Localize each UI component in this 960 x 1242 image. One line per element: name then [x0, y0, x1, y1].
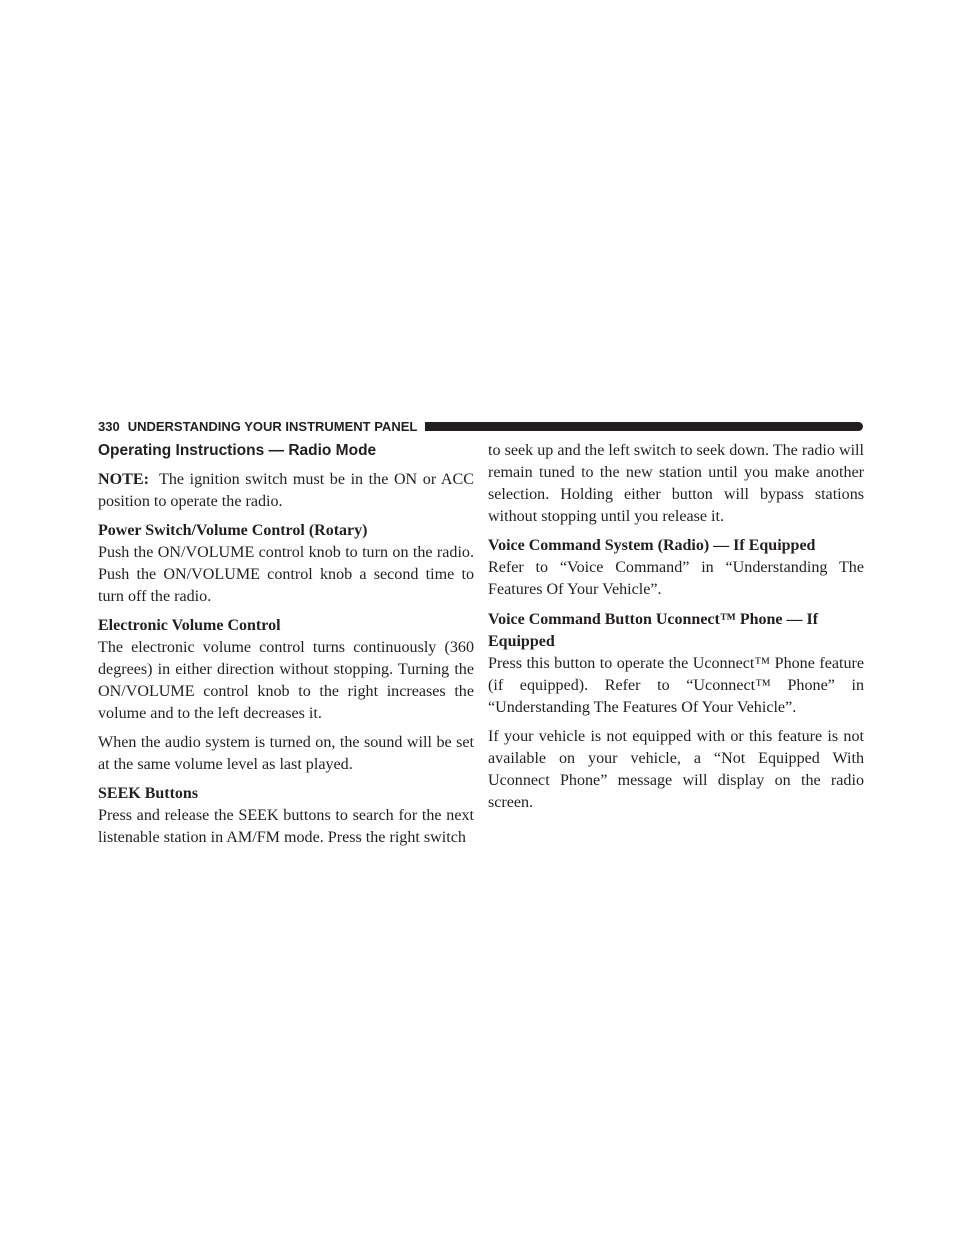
voice-command-heading: Voice Command System (Radio) — If Equipped [488, 537, 816, 554]
not-equipped-text: If your vehicle is not equipped with or this feature is not available on your vehicle, a “Not Equipped With Uconnect Phone” message will display on the radio screen. [488, 728, 864, 811]
page-number: 330 [98, 418, 120, 434]
audio-system-text: When the audio system is turned on, the sound will be set at the same volume level as last played. [98, 734, 474, 773]
left-column [98, 440, 474, 849]
note-paragraph [98, 469, 474, 513]
seek-continued-text: to seek up and the left switch to seek down. The radio will remain tuned to the new station until you make another selection. Holding either button will bypass stations without stopping until you release it. [488, 442, 864, 525]
radio-mode-heading: Operating Instructions — Radio Mode [98, 442, 377, 459]
uconnect-text: Press this button to operate the Uconnect™ Phone feature (if equipped). Refer to “Uconnect™ Phone” in “Understanding The Features Of Your Vehicle”. [488, 655, 864, 716]
page-header [98, 418, 863, 434]
section-title: UNDERSTANDING YOUR INSTRUMENT PANEL [127, 418, 418, 434]
volume-control-text: The electronic volume control turns continuously (360 degrees) in either direction without stopping. Turning the ON/VOLUME control knob to the right increases the volume and to the left decreases it. [98, 639, 474, 722]
power-switch-text: Push the ON/VOLUME control knob to turn on the radio. Push the ON/VOLUME control knob a second time to turn off the radio. [98, 544, 474, 605]
volume-control-heading: Electronic Volume Control [98, 617, 281, 634]
seek-buttons-text: Press and release the SEEK buttons to search for the next listenable station in AM/FM mode. Press the right switch [98, 807, 474, 846]
uconnect-heading: Voice Command Button Uconnect™ Phone — If Equipped [488, 611, 819, 650]
note-text: The ignition switch must be in the ON or ACC position to operate the radio. [98, 471, 474, 510]
power-switch-heading: Power Switch/Volume Control (Rotary) [98, 522, 368, 539]
header-divider-bar [425, 422, 863, 431]
voice-command-text: Refer to “Voice Command” in “Understanding The Features Of Your Vehicle”. [488, 559, 864, 598]
note-label: NOTE: [98, 471, 149, 488]
seek-buttons-heading: SEEK Buttons [98, 785, 199, 802]
right-column [488, 440, 864, 821]
